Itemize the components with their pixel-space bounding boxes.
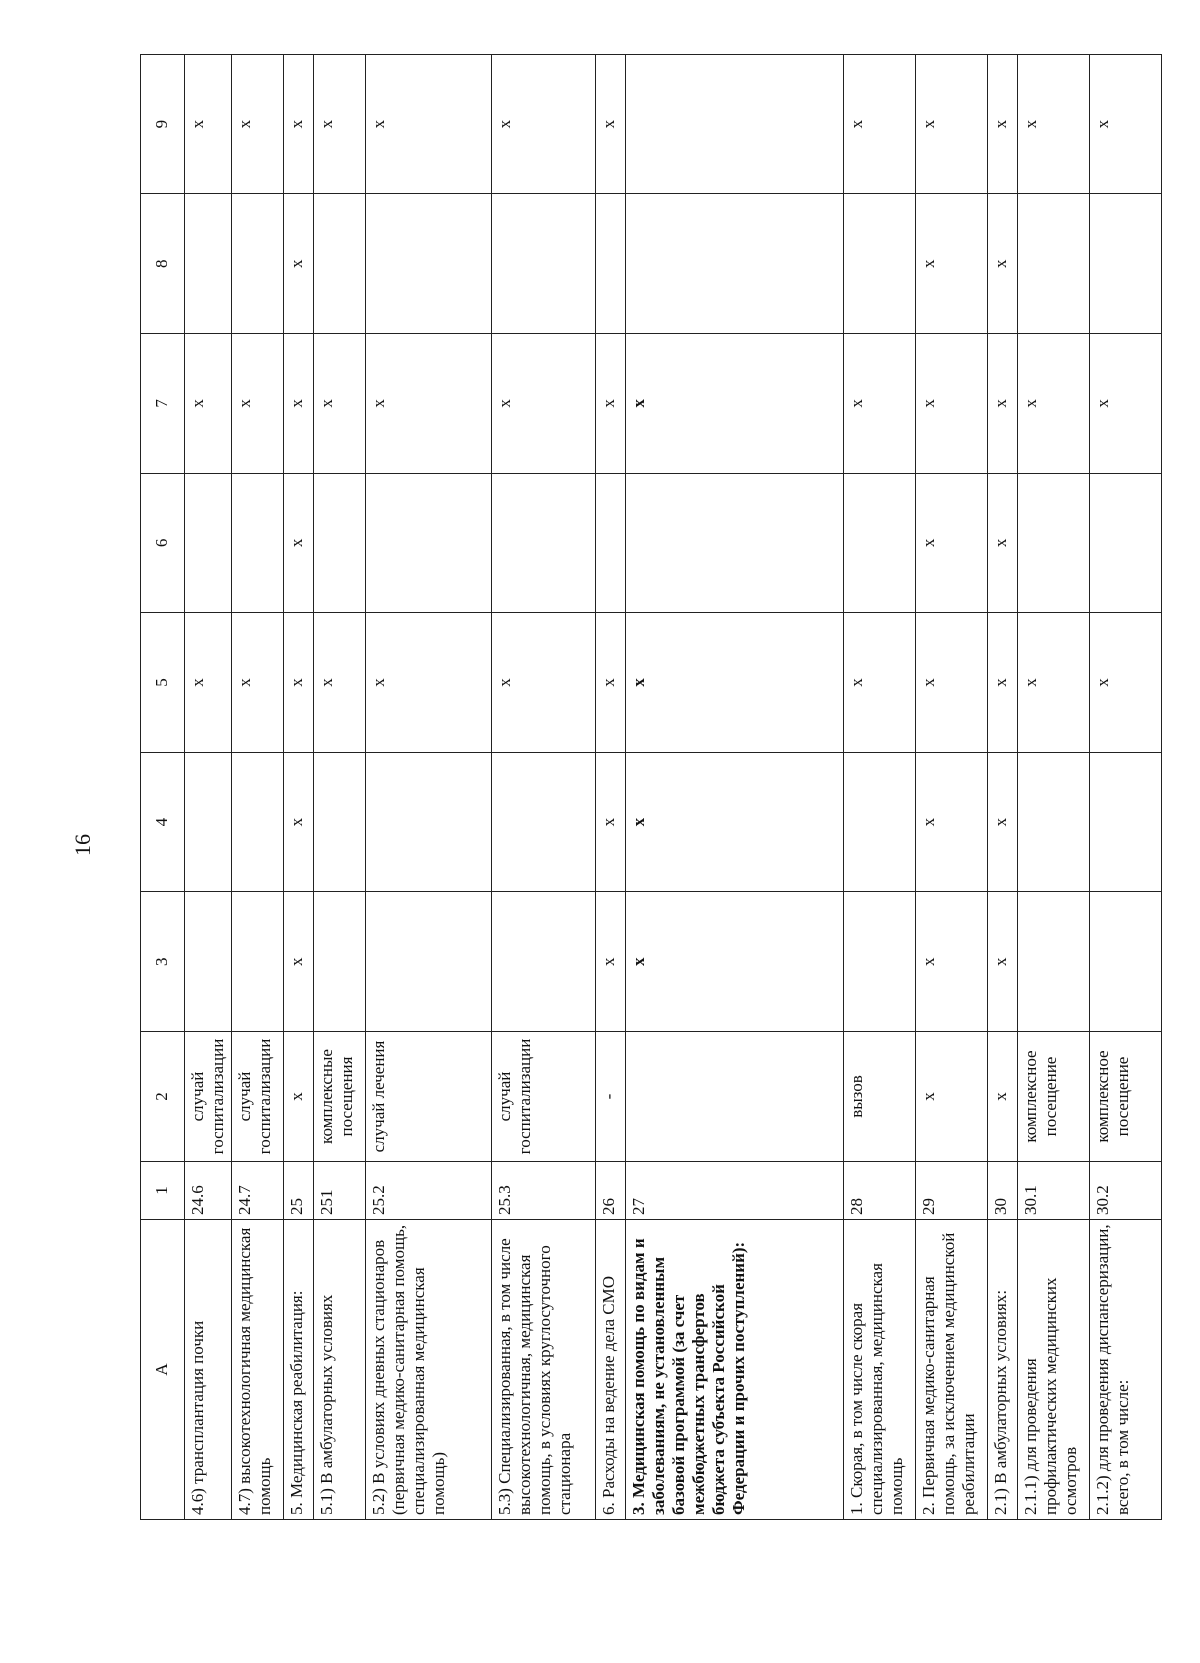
header-cell: 4 (141, 752, 185, 892)
mark-cell (492, 473, 596, 613)
row-number-cell: 30 (988, 1162, 1018, 1220)
row-label-cell: 2. Первичная медико-санитарная помощь, за исключением медицинской реабилитации (916, 1220, 988, 1520)
row-label-cell: 4.6) трансплантация почки (185, 1220, 232, 1520)
row-number-cell: 24.6 (185, 1162, 232, 1220)
mark-cell (232, 892, 284, 1032)
row-number-cell: 25.2 (366, 1162, 492, 1220)
mark-cell: х (916, 752, 988, 892)
mark-cell (1018, 473, 1090, 613)
mark-cell: х (1018, 54, 1090, 194)
unit-cell: х (284, 1032, 314, 1162)
mark-cell: х (626, 334, 844, 474)
mark-cell (596, 194, 626, 334)
unit-cell: случай лечения (366, 1032, 492, 1162)
header-cell: А (141, 1220, 185, 1520)
mark-cell: х (366, 613, 492, 753)
mark-cell (844, 194, 916, 334)
table-row (314, 54, 366, 1519)
row-label-cell: 4.7) высокотехнологичная медицинская помощь (232, 1220, 284, 1520)
mark-cell: х (314, 613, 366, 753)
header-cell: 7 (141, 334, 185, 474)
unit-cell: х (916, 1032, 988, 1162)
expenses-table (140, 54, 1162, 1520)
header-cell: 2 (141, 1032, 185, 1162)
mark-cell (314, 194, 366, 334)
unit-cell: вызов (844, 1032, 916, 1162)
row-label-cell: 3. Медицинская помощь по видам и заболеваниям, не установленным базовой программой (за счет межбюджетных трансфертов бюджета субъекта Российской Федерации и прочих поступлений): (626, 1220, 844, 1520)
unit-cell: комплексное посещение (1090, 1032, 1162, 1162)
mark-cell (1018, 892, 1090, 1032)
mark-cell (366, 194, 492, 334)
row-number-cell: 29 (916, 1162, 988, 1220)
mark-cell: х (185, 54, 232, 194)
mark-cell (232, 194, 284, 334)
mark-cell (232, 473, 284, 613)
mark-cell (1090, 473, 1162, 613)
row-label-cell: 1. Скорая, в том числе скорая специализированная, медицинская помощь (844, 1220, 916, 1520)
mark-cell: х (916, 613, 988, 753)
mark-cell (185, 194, 232, 334)
mark-cell (314, 892, 366, 1032)
mark-cell: х (284, 54, 314, 194)
mark-cell: х (988, 613, 1018, 753)
table-row (492, 54, 596, 1519)
mark-cell: х (844, 613, 916, 753)
row-label-cell: 5.1) В амбулаторных условиях (314, 1220, 366, 1520)
mark-cell (314, 473, 366, 613)
unit-cell: случай госпитализации (232, 1032, 284, 1162)
row-number-cell: 251 (314, 1162, 366, 1220)
row-number-cell: 30.1 (1018, 1162, 1090, 1220)
mark-cell: х (366, 334, 492, 474)
mark-cell (1018, 194, 1090, 334)
unit-cell (626, 1032, 844, 1162)
mark-cell (844, 752, 916, 892)
mark-cell: х (916, 194, 988, 334)
mark-cell: х (232, 613, 284, 753)
mark-cell (596, 473, 626, 613)
table-row (366, 54, 492, 1519)
mark-cell: х (232, 54, 284, 194)
mark-cell (314, 752, 366, 892)
mark-cell: х (988, 892, 1018, 1032)
mark-cell (492, 752, 596, 892)
mark-cell: х (596, 334, 626, 474)
mark-cell: х (988, 334, 1018, 474)
mark-cell: х (366, 54, 492, 194)
page-number: 16 (70, 834, 95, 856)
unit-cell: комплексное посещение (1018, 1032, 1090, 1162)
mark-cell: х (1018, 334, 1090, 474)
header-cell: 8 (141, 194, 185, 334)
mark-cell: х (626, 892, 844, 1032)
mark-cell (1018, 752, 1090, 892)
row-label-cell: 2.1) В амбулаторных условиях: (988, 1220, 1018, 1520)
mark-cell: х (185, 613, 232, 753)
table-row (232, 54, 284, 1519)
mark-cell: х (232, 334, 284, 474)
mark-cell: х (284, 473, 314, 613)
mark-cell: х (284, 752, 314, 892)
table-row (1018, 54, 1090, 1519)
mark-cell (844, 892, 916, 1032)
row-label-cell: 6. Расходы на ведение дела СМО (596, 1220, 626, 1520)
row-number-cell: 27 (626, 1162, 844, 1220)
row-label-cell: 5. Медицинская реабилитация: (284, 1220, 314, 1520)
mark-cell: х (1018, 613, 1090, 753)
table-row (284, 54, 314, 1519)
mark-cell: х (596, 892, 626, 1032)
mark-cell: х (844, 334, 916, 474)
mark-cell: х (916, 334, 988, 474)
mark-cell: х (284, 892, 314, 1032)
mark-cell: х (988, 473, 1018, 613)
header-row (141, 54, 185, 1519)
mark-cell: х (626, 752, 844, 892)
header-cell: 9 (141, 54, 185, 194)
mark-cell: х (314, 54, 366, 194)
mark-cell (185, 752, 232, 892)
table-row (844, 54, 916, 1519)
mark-cell (626, 54, 844, 194)
mark-cell (185, 473, 232, 613)
row-label-cell: 5.3) Специализированная, в том числе высокотехнологичная, медицинская помощь, в условиях круглосуточного стационара (492, 1220, 596, 1520)
mark-cell (366, 892, 492, 1032)
mark-cell (366, 473, 492, 613)
row-number-cell: 25 (284, 1162, 314, 1220)
mark-cell: х (844, 54, 916, 194)
mark-cell: х (916, 892, 988, 1032)
mark-cell: х (284, 194, 314, 334)
unit-cell: комплексные посещения (314, 1032, 366, 1162)
rotated-table-sheet (140, 55, 1133, 1520)
mark-cell (366, 752, 492, 892)
row-number-cell: 26 (596, 1162, 626, 1220)
mark-cell: х (284, 334, 314, 474)
mark-cell (232, 752, 284, 892)
table-row (916, 54, 988, 1519)
mark-cell: х (492, 54, 596, 194)
mark-cell: х (988, 54, 1018, 194)
mark-cell (1090, 194, 1162, 334)
mark-cell: х (916, 54, 988, 194)
row-label-cell: 2.1.1) для проведения профилактических медицинских осмотров (1018, 1220, 1090, 1520)
mark-cell: х (1090, 613, 1162, 753)
header-cell: 5 (141, 613, 185, 753)
row-number-cell: 25.3 (492, 1162, 596, 1220)
mark-cell: х (492, 334, 596, 474)
mark-cell: х (185, 334, 232, 474)
table-row (1090, 54, 1162, 1519)
mark-cell: х (314, 334, 366, 474)
mark-cell: х (916, 473, 988, 613)
row-number-cell: 24.7 (232, 1162, 284, 1220)
mark-cell (492, 194, 596, 334)
table-row (185, 54, 232, 1519)
unit-cell: случай госпитализации (185, 1032, 232, 1162)
mark-cell: х (492, 613, 596, 753)
row-number-cell: 30.2 (1090, 1162, 1162, 1220)
mark-cell: х (284, 613, 314, 753)
unit-cell: х (988, 1032, 1018, 1162)
mark-cell (1090, 892, 1162, 1032)
mark-cell: х (988, 194, 1018, 334)
table-row (626, 54, 844, 1519)
mark-cell: х (988, 752, 1018, 892)
mark-cell (185, 892, 232, 1032)
unit-cell: - (596, 1032, 626, 1162)
header-cell: 1 (141, 1162, 185, 1220)
table-row (988, 54, 1018, 1519)
row-label-cell: 5.2) В условиях дневных стационаров (первичная медико-санитарная помощь, специализированная медицинская помощь) (366, 1220, 492, 1520)
mark-cell: х (596, 613, 626, 753)
mark-cell (492, 892, 596, 1032)
mark-cell: х (596, 752, 626, 892)
mark-cell: х (1090, 54, 1162, 194)
unit-cell: случай госпитализации (492, 1032, 596, 1162)
mark-cell: х (626, 613, 844, 753)
mark-cell (626, 194, 844, 334)
row-number-cell: 28 (844, 1162, 916, 1220)
table-row (596, 54, 626, 1519)
mark-cell (844, 473, 916, 613)
header-cell: 3 (141, 892, 185, 1032)
mark-cell: х (596, 54, 626, 194)
mark-cell (626, 473, 844, 613)
mark-cell (1090, 752, 1162, 892)
header-cell: 6 (141, 473, 185, 613)
mark-cell: х (1090, 334, 1162, 474)
row-label-cell: 2.1.2) для проведения диспансеризации, всего, в том числе: (1090, 1220, 1162, 1520)
